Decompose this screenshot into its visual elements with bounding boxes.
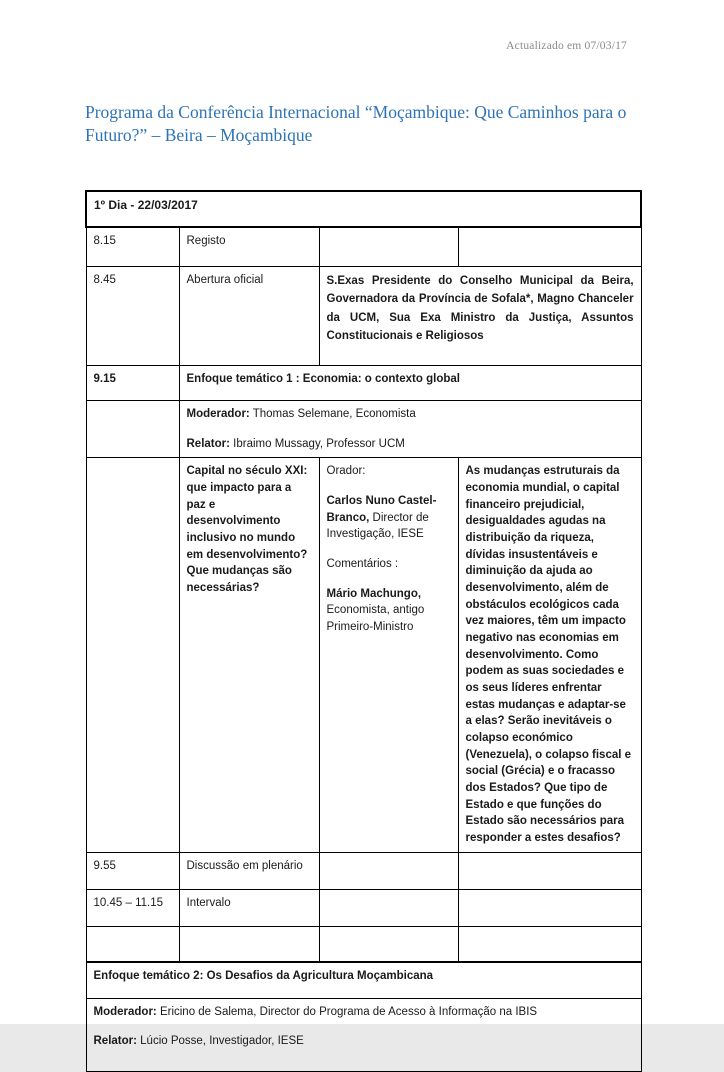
updated-note: Actualizado em 07/03/17: [506, 40, 627, 52]
intervalo-activity-cell: Intervalo: [179, 889, 319, 926]
relator-label: Relator:: [93, 1035, 137, 1048]
sessao-topic-cell: Capital no século XXI: que impacto para a paz e desenvolvimento inclusivo no mundo em desenvolvimento? Que mudanças são necessárias?: [179, 458, 319, 852]
sessao-speakers-cell: [319, 458, 458, 852]
comentador-role: Economista, antigo Primeiro-Ministro: [326, 604, 425, 634]
relator-name: Lúcio Posse, Investigador, IESE: [136, 1035, 304, 1048]
moderador-line: [94, 1004, 634, 1021]
abertura-time-cell: 8.45: [86, 267, 179, 366]
enfoque1-title-cell: Enfoque temático 1 : Economia: o contexto global: [179, 366, 641, 401]
comentador-name: Mário Machungo,: [326, 587, 422, 600]
enfoque2-row: [86, 962, 641, 999]
moderacao2-cell: [86, 998, 641, 1071]
moderador-label: Moderador:: [186, 408, 250, 420]
moderador-name: Ericino de Salema, Director do Programa de Acesso à Informação na IBIS: [156, 1005, 538, 1018]
empty-cell: [458, 227, 641, 267]
discussao-activity-cell: Discussão em plenário: [179, 852, 319, 889]
empty-cell: [86, 926, 179, 962]
moderacao1-cell: [179, 401, 641, 458]
moderador-line: [187, 406, 634, 423]
sessao-capital-row: [86, 458, 641, 852]
moderador-name: Thomas Selemane, Economista: [249, 408, 416, 420]
abertura-activity-cell: Abertura oficial: [179, 267, 319, 366]
relator-label: Relator:: [186, 437, 230, 450]
empty-cell: [86, 458, 179, 852]
empty-cell: [458, 889, 641, 926]
day-header-cell: 1º Dia - 22/03/2017: [86, 191, 641, 227]
abertura-details-cell: S.Exas Presidente do Conselho Municipal da Beira, Governadora da Província de Sofala*, Magno Chanceler da UCM, Sua Exa Ministro da Justiça, Assuntos Constitucionais e Religiosos: [319, 267, 641, 366]
empty-cell: [458, 926, 641, 962]
empty-cell: [319, 889, 458, 926]
registo-activity-cell: Registo: [179, 227, 319, 267]
orador-line: [327, 493, 451, 543]
moderador-label: Moderador:: [93, 1005, 157, 1018]
comentador-line: [327, 586, 451, 636]
registo-row: [86, 227, 641, 267]
orador-name: Carlos Nuno Castel-Branco,: [326, 495, 437, 524]
empty-cell: [86, 401, 179, 458]
registo-time-cell: 8.15: [86, 227, 179, 267]
relator-line: [187, 436, 634, 453]
abertura-row: [86, 267, 641, 366]
comentarios-label: Comentários :: [326, 558, 399, 571]
enfoque1-row: [86, 366, 641, 401]
moderacao1-row: [86, 401, 641, 458]
discussao-time-cell: 9.55: [86, 852, 179, 889]
document-title: Programa da Conferência Internacional “Moçambique: Que Caminhos para o Futuro?” – Beira – Moçambique: [85, 102, 627, 145]
conference-program-table: [85, 190, 642, 1072]
empty-cell: [319, 852, 458, 889]
sessao-abstract-cell: As mudanças estruturais da economia mundial, o capital financeiro prejudicial, desigualdades agudas na distribuição da riqueza, dívidas insustentáveis e diminuição da ajuda ao desenvolvimento, além de obstáculos ecológicos cada vez maiores, têm um impacto negativo nas economias em desenvolvimento. Como podem as suas sociedades e os seus líderes enfrentar estas mudanças e adaptar-se a elas? Serão inevitáveis o colapso económico (Venezuela), o colapso fiscal e social (Grécia) e o fracasso dos Estados? Que tipo de Estado e que funções do Estado são necessários para responder a estes desafios?: [458, 458, 641, 852]
empty-cell: [179, 926, 319, 962]
intervalo-time-cell: 10.45 – 11.15: [86, 889, 179, 926]
empty-cell: [319, 227, 458, 267]
relator-line: [94, 1033, 634, 1050]
day-header-row: [86, 191, 641, 227]
orador-role: Director de Investigação, IESE: [326, 511, 429, 541]
enfoque1-time-cell: 9.15: [86, 366, 179, 401]
empty-cell: [319, 926, 458, 962]
enfoque2-title-cell: Enfoque temático 2: Os Desafios da Agricultura Moçambicana: [86, 962, 641, 999]
empty-cell: [458, 852, 641, 889]
moderacao2-row: [86, 998, 641, 1071]
relator-name: Ibraimo Mussagy, Professor UCM: [229, 437, 405, 450]
orador-label: Orador:: [326, 465, 366, 478]
spacer-row: [86, 926, 641, 962]
intervalo-row: [86, 889, 641, 926]
discussao-row: [86, 852, 641, 889]
